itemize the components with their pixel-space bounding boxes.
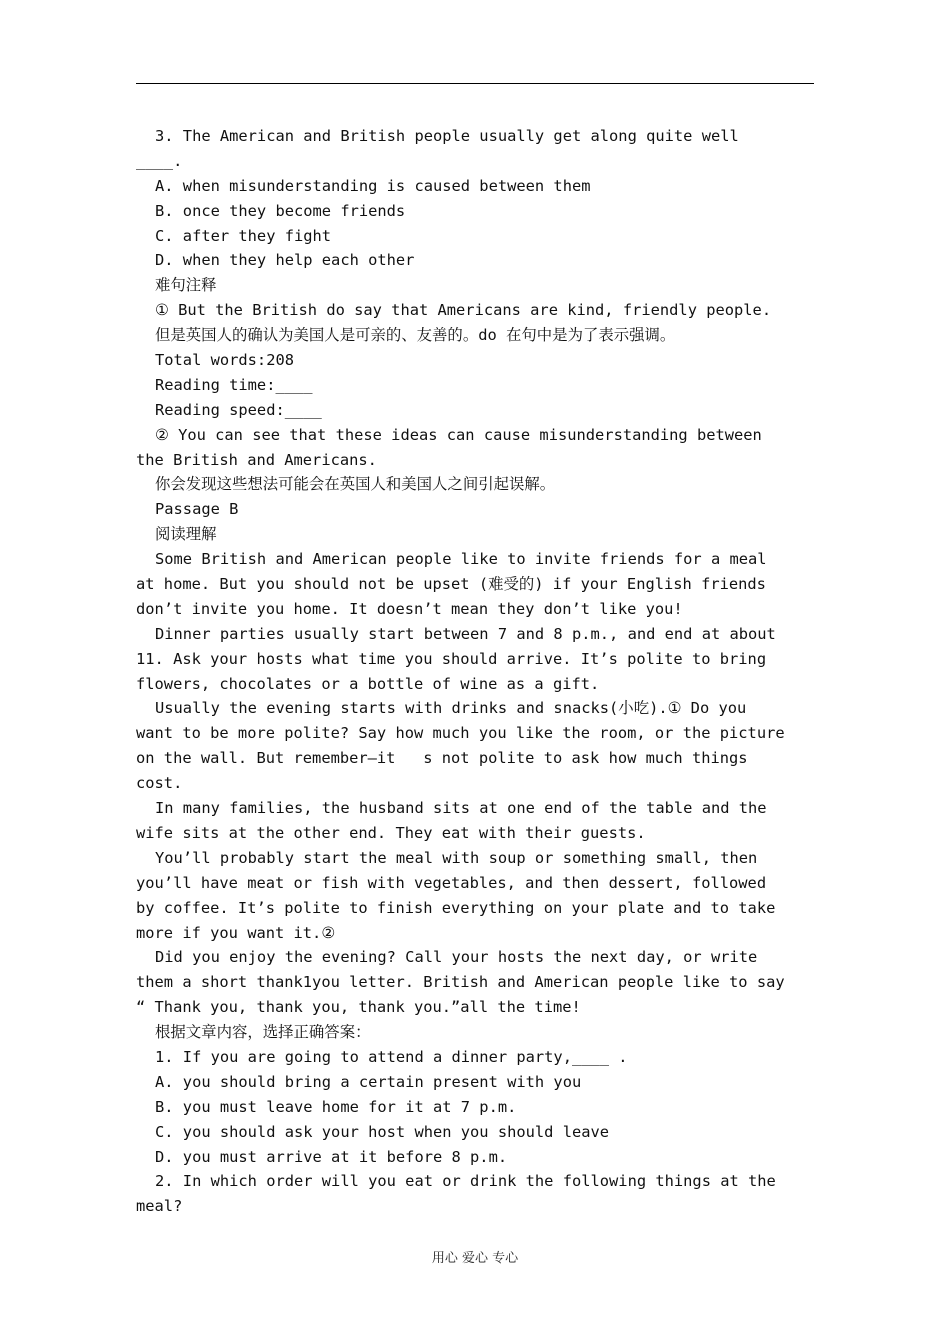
text-line: D. you must arrive at it before 8 p.m. bbox=[155, 1147, 508, 1166]
text-line: A. when misunderstanding is caused between them bbox=[155, 176, 591, 195]
text-line: want to be more polite? Say how much you like the room, or the picture bbox=[136, 724, 785, 743]
text-line: meal? bbox=[136, 1197, 183, 1216]
text-line: by coffee. It’s polite to finish everything on your plate and to take bbox=[136, 898, 776, 917]
text-line: ____. bbox=[136, 151, 183, 170]
text-line: Reading time:____ bbox=[155, 375, 313, 394]
document-body bbox=[136, 124, 816, 1219]
text-line: 1. If you are going to attend a dinner party,____ . bbox=[155, 1047, 628, 1066]
text-line: 3. The American and British people usually get along quite well bbox=[155, 127, 739, 145]
text-line: B. you must leave home for it at 7 p.m. bbox=[155, 1097, 517, 1116]
text-line: Total words:208 bbox=[155, 351, 294, 370]
text-line: more if you want it.② bbox=[136, 923, 336, 942]
text-line: ① But the British do say that Americans are kind, friendly people. bbox=[155, 301, 772, 320]
text-line: on the wall. But remember—it s not polite to ask how much things bbox=[136, 749, 748, 768]
text-line: Passage B bbox=[155, 500, 239, 519]
text-line: A. you should bring a certain present with you bbox=[155, 1072, 582, 1091]
text-line: 但是英国人的确认为美国人是可亲的、友善的。do 在句中是为了表示强调。 bbox=[155, 326, 676, 345]
text-line: 阅读理解 bbox=[155, 525, 217, 544]
page-footer: 用心 爱心 专心 bbox=[431, 1251, 519, 1266]
text-line: Dinner parties usually start between 7 and 8 p.m., and end at about bbox=[155, 624, 776, 643]
text-line: them a short thank1you letter. British and American people like to say bbox=[136, 973, 785, 992]
text-line: 11. Ask your hosts what time you should arrive. It’s polite to bring bbox=[136, 649, 767, 668]
text-line: Reading speed:____ bbox=[155, 400, 322, 419]
text-line: 2. In which order will you eat or drink the following things at the bbox=[155, 1172, 776, 1191]
text-line: D. when they help each other bbox=[155, 251, 415, 270]
text-line: C. after they fight bbox=[155, 226, 332, 245]
header-rule bbox=[136, 83, 814, 84]
text-line: You’ll probably start the meal with soup or something small, then bbox=[155, 848, 758, 867]
text-line: 根据文章内容，选择正确答案： bbox=[155, 1023, 371, 1042]
text-line: ② You can see that these ideas can cause misunderstanding between bbox=[155, 425, 762, 444]
text-line: you’ll have meat or fish with vegetables, and then dessert, followed bbox=[136, 873, 767, 892]
text-line: 你会发现这些想法可能会在英国人和美国人之间引起误解。 bbox=[155, 475, 556, 494]
text-line: 难句注释 bbox=[155, 276, 217, 295]
text-line: “ Thank you, thank you, thank you.”all the time! bbox=[136, 998, 581, 1017]
text-line: wife sits at the other end. They eat with their guests. bbox=[136, 823, 646, 842]
text-line: flowers, chocolates or a bottle of wine as a gift. bbox=[136, 674, 600, 693]
text-line: B. once they become friends bbox=[155, 201, 406, 220]
text-line: the British and Americans. bbox=[136, 450, 377, 469]
text-line: Did you enjoy the evening? Call your hosts the next day, or write bbox=[155, 948, 758, 967]
text-line: C. you should ask your host when you should leave bbox=[155, 1122, 610, 1141]
text-line: at home. But you should not be upset (难受的) if your English friends bbox=[136, 575, 766, 594]
text-line: Usually the evening starts with drinks and snacks(小吃).① Do you bbox=[155, 699, 747, 718]
text-line: In many families, the husband sits at one end of the table and the bbox=[155, 799, 767, 818]
text-line: Some British and American people like to invite friends for a meal bbox=[155, 550, 767, 569]
text-line: cost. bbox=[136, 774, 183, 793]
text-line: don’t invite you home. It doesn’t mean they don’t like you! bbox=[136, 599, 683, 618]
